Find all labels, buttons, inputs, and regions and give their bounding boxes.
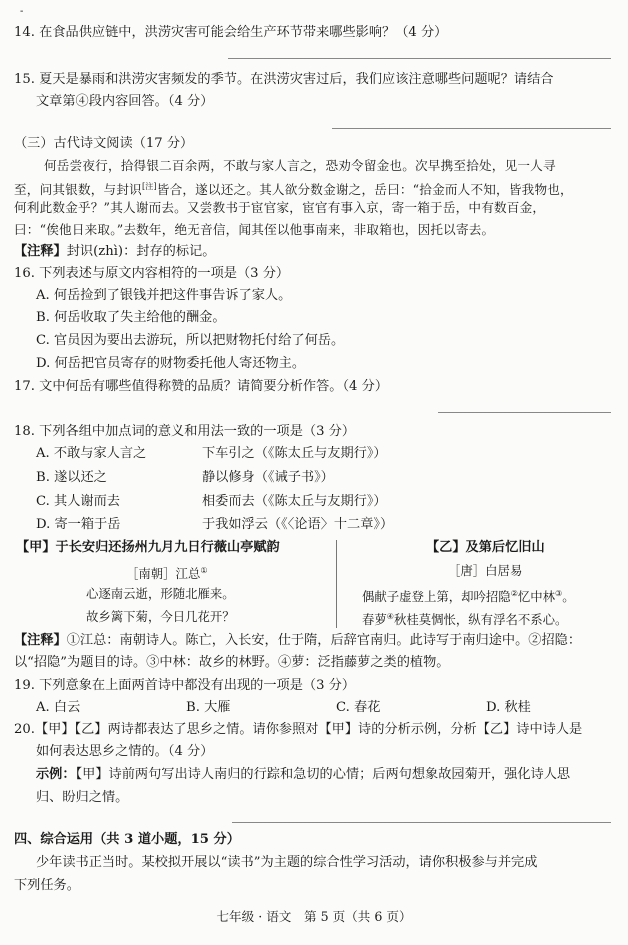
q16-option-d: D. 何岳把官员寄存的财物委托他人寄还物主。	[36, 356, 306, 371]
section-4-line-1: 少年读书正当时。某校拟开展以“读书”为主题的综合性学习活动，请你积极参与并完成	[36, 855, 538, 870]
note-mark: [注]	[141, 182, 157, 191]
corner-mark: -	[20, 6, 24, 17]
example-text-1: 【甲】诗前两句写出诗人南归的行踪和急切的心情；后两句想象故园菊开，强化诗人思	[75, 767, 571, 782]
q18-row-b-left: B. 遂以还之	[36, 470, 107, 485]
note-2-line-2: 以“招隐”为题目的诗。③中林：故乡的林野。④萝：泛指藤萝之类的植物。	[14, 655, 450, 670]
question-17: 17. 文中何岳有哪些值得称赞的品质？请简要分析作答。（4 分）	[14, 379, 389, 394]
note-2-line-1	[14, 633, 581, 649]
poem-a-title: 【甲】于长安归还扬州九月九日行薇山亭赋韵	[16, 540, 280, 555]
note-2-text-1: ①江总：南朝诗人。陈亡，入长安，仕于隋，后辞官南归。此诗写于南归途中。②招隐：	[66, 633, 582, 648]
q16-option-a: A. 何岳捡到了银钱并把这件事告诉了家人。	[36, 288, 292, 303]
poem-a-author-text: ［南朝］江总	[126, 566, 201, 582]
answer-line	[332, 128, 611, 129]
poem-a-author	[126, 563, 208, 582]
poem-a-line-1: 心逐南云逝，形随北雁来。	[86, 586, 235, 601]
poem-divider	[336, 540, 337, 628]
note-1-text: 封识(zhì)：封存的标记。	[66, 244, 216, 259]
q16-option-c: C. 官员因为要出去游玩，所以把财物托付给了何岳。	[36, 333, 345, 348]
poem-b-title: 【乙】及第后忆旧山	[426, 540, 545, 555]
q18-row-a-right: 下车引之（《陈太丘与友期行》）	[202, 446, 387, 461]
poem-b-line-2-pre: 春萝	[362, 612, 387, 628]
answer-line	[438, 412, 611, 413]
poem-b-mark-2: ②	[510, 589, 518, 598]
question-20-line-2: 如何表达思乡之情的。（4 分）	[36, 744, 214, 759]
poem-a-line-2: 故乡篱下菊，今日几花开？	[86, 609, 235, 624]
passage-line-1: 何岳尝夜行，拾得银二百余两，不敢与家人言之，恐劝令留金也。次早携至拾处，见一人寻	[44, 158, 556, 173]
passage-line-2-start: 至，问其银数，与封识	[14, 182, 142, 198]
q18-row-d-right: 于我如浮云（《〈论语〉十二章》）	[202, 517, 394, 532]
q18-row-d-left: D. 寄一箱于岳	[36, 517, 121, 532]
poem-b-line-1-post: 。	[562, 589, 575, 605]
note-2-label: 【注释】	[14, 633, 67, 648]
example-label: 示例：	[36, 767, 76, 782]
q18-row-c-right: 相委而去（《陈太丘与友期行》）	[202, 494, 387, 509]
question-16: 16. 下列表述与原文内容相符的一项是（3 分）	[14, 266, 290, 281]
q18-row-b-right: 静以修身（《诫子书》）	[202, 470, 334, 485]
q19-option-c: C. 春花	[336, 700, 381, 715]
section-3-title: （三）古代诗文阅读（17 分）	[14, 136, 194, 151]
q18-row-a-left: A. 不敢与家人言之	[36, 446, 147, 461]
poem-b-line-2-post: 秋桂莫惆怅，纵有浮名不系心。	[393, 612, 568, 628]
passage-line-2	[14, 179, 573, 198]
poem-b-mark-4: ④	[386, 612, 394, 621]
poem-b-line-1-mid: 忆中林	[517, 589, 556, 605]
q19-option-b: B. 大雁	[186, 700, 231, 715]
question-15-line2: 文章第④段内容回答。（4 分）	[36, 94, 214, 109]
note-1-label: 【注释】	[14, 244, 67, 259]
question-15-line1: 15. 夏天是暴雨和洪涝灾害频发的季节。在洪涝灾害过后，我们应该注意哪些问题呢？请结合	[14, 72, 554, 87]
answer-line	[232, 822, 611, 823]
note-1	[14, 244, 215, 260]
poem-b-line-2	[362, 609, 567, 628]
section-4-line-2: 下列任务。	[14, 878, 80, 893]
question-14: 14. 在食品供应链中，洪涝灾害可能会给生产环节带来哪些影响？（4 分）	[14, 25, 448, 40]
q19-option-d: D. 秋桂	[486, 700, 531, 715]
answer-line	[228, 58, 611, 59]
poem-a-author-mark: ①	[200, 566, 208, 575]
passage-line-3: 何利此数金乎？”其人谢而去。又尝教书于宦官家，宦官有事入京，寄一箱于岳，中有数百金，	[14, 200, 546, 215]
example-line-2: 归、盼归之情。	[36, 790, 129, 805]
poem-b-author: ［唐］白居易	[448, 563, 523, 578]
q19-option-a: A. 白云	[36, 700, 81, 715]
passage-line-2-end: 皆合，遂以还之。其人欲分数金谢之，岳曰：“拾金而人不知，皆我物也，	[156, 182, 573, 198]
passage-line-4: 曰：“俟他日来取。”去数年，绝无音信，闻其侄以他事南来，非取箱也，因托以寄去。	[14, 222, 495, 237]
q16-option-b: B. 何岳收取了失主给他的酬金。	[36, 310, 226, 325]
page-footer: 七年级 · 语文 第 5 页（共 6 页）	[216, 909, 412, 924]
q18-row-c-left: C. 其人谢而去	[36, 494, 120, 509]
poem-b-line-1	[362, 586, 575, 605]
example-line-1	[36, 767, 570, 783]
question-20-line-1: 20.【甲】【乙】两诗都表达了思乡之情。请你参照对【甲】诗的分析示例，分析【乙】诗中诗人是	[14, 722, 583, 737]
section-4-title: 四、综合运用（共 3 道小题，15 分）	[14, 832, 240, 847]
question-18: 18. 下列各组中加点词的意义和用法一致的一项是（3 分）	[14, 424, 356, 439]
question-19: 19. 下列意象在上面两首诗中都没有出现的一项是（3 分）	[14, 678, 356, 693]
poem-b-line-1-pre: 偶献子虚登上第，却吟招隐	[362, 589, 511, 605]
poem-b-mark-3: ③	[555, 589, 563, 598]
